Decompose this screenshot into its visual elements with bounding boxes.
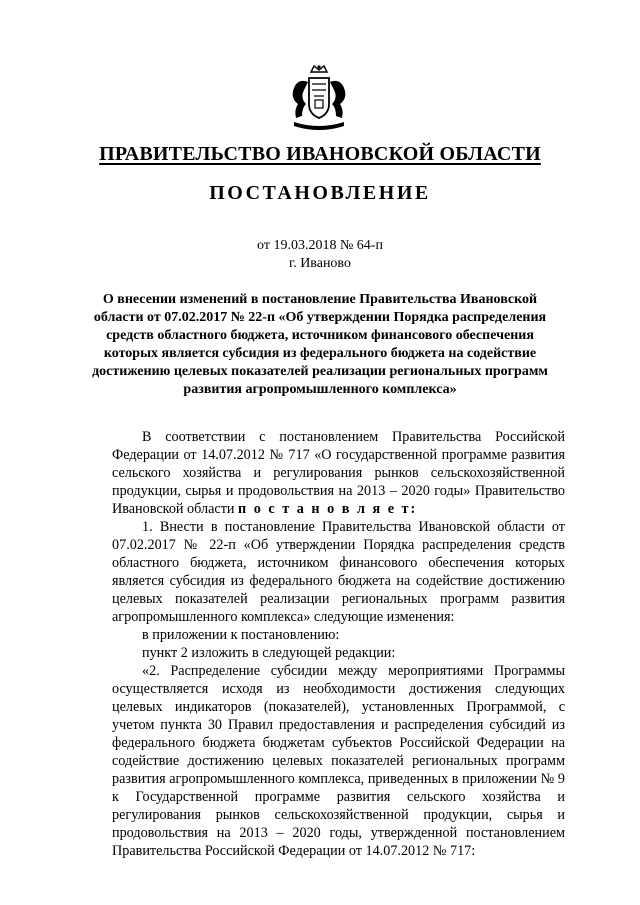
paragraph-quote: «2. Распределение субсидии между мероприятиями Программы осуществляется исходя из необходимости достижения следующих целевых индикаторов (показателей), установленных Программой, с учетом пункта 30 Правил предоставления и распределения субсидий из федерального бюджета бюджетам субъектов Российской Федерации на содействие достижению целевых показателей региональных программ развития агропромышленного комплекса, приведенных в приложении № 9 к Государственной программе развития сельского хозяйства и регулирования рынков сельскохозяйственной продукции, сырья и продовольствия на 2013 – 2020 годы, утвержденной постановлением Правительства Российской Федерации от 14.07.2012 № 717: [112,663,565,859]
document-type: ПОСТАНОВЛЕНИЕ [209,182,431,204]
document-title: О внесении изменений в постановление Правительства Ивановской области от 07.02.2017 № 22-п «Об утверждении Порядка распределения средств областного бюджета, источником финансового обеспечения которых является субсидия из федерального бюджета на содействие достижению целевых показателей реализации региональных программ развития агропромышленного комплекса» [92,292,548,397]
document-body [112,428,565,860]
government-name: ПРАВИТЕЛЬСТВО ИВАНОВСКОЙ ОБЛАСТИ [99,143,541,165]
paragraph-appendix: в приложении к постановлению: [142,627,340,643]
paragraph-item-1: 1. Внести в постановление Правительства Ивановской области от 07.02.2017 № 22-п «Об утверждении Порядка распределения средств областного бюджета, источником финансового обеспечения которых является субсидия из федерального бюджета на содействие достижению целевых показателей реализации региональных программ развития агропромышленного комплекса» следующие изменения: [112,519,565,625]
paragraph-preamble [112,428,565,518]
document-city: г. Иваново [289,256,351,271]
resolves-word: п о с т а н о в л я е т: [238,501,418,517]
coat-of-arms-icon [284,64,354,132]
preamble-text: В соответствии с постановлением Правительства Российской Федерации от 14.07.2012 № 717 «О государственной программе развития сельского хозяйства и регулирования рынков сельскохозяйственной продукции, сырья и продовольствия на 2013 – 2020 годы» Правительство Ивановской области [112,429,565,517]
document-date-number: от 19.03.2018 № 64-п [257,238,383,253]
paragraph-clause: пункт 2 изложить в следующей редакции: [142,645,396,661]
